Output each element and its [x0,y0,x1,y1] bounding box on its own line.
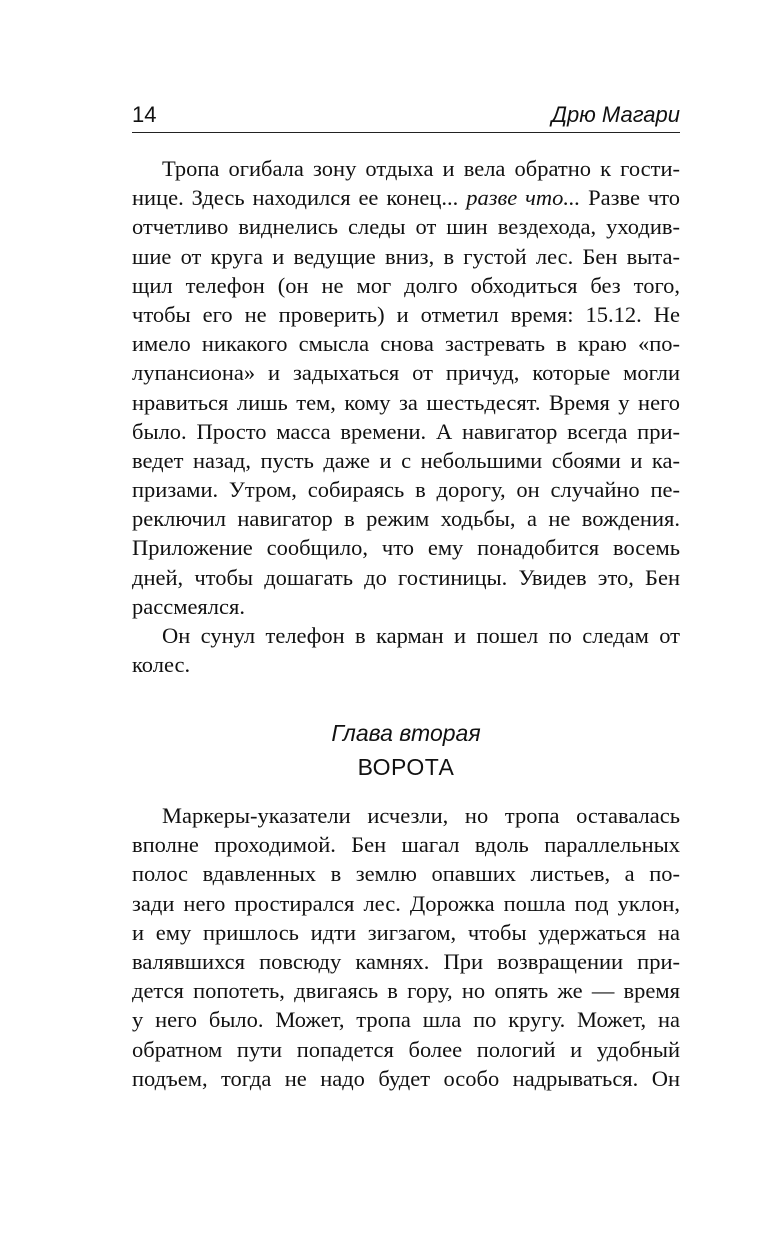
text-line: и ему пришлось идти зигзагом, чтобы удержаться на [132,919,680,945]
text-line: у него было. Может, тропа шла по кругу. Может, на [132,1007,680,1033]
body-text-after-chapter [132,801,680,1093]
page-number: 14 [132,102,157,127]
paragraph [132,154,680,621]
running-header [132,98,680,133]
text-line: подъем, тогда не надо будет особо надрываться. Он [132,1065,680,1091]
running-head-author: Дрю Магари [551,102,680,127]
text-line: нравиться лишь тем, кому за шестьдесят. Время у него [132,389,680,415]
text-line: шие от круга и ведущие вниз, в густой лес. Бен выта- [132,243,680,269]
paragraph [132,621,680,679]
paragraph [132,801,680,1093]
text-line: вполне проходимой. Бен шагал вдоль параллельных [132,832,680,858]
text-line: было. Просто масса времени. А навигатор всегда при- [132,418,680,444]
text-line: Он сунул телефон в карман и пошел по следам от [162,623,680,648]
text-line-content: нице. Здесь находился ее конец... разве что... Разве что [132,185,680,211]
text-line: ведет назад, пусть даже и с небольшими сбоями и ка- [132,447,680,473]
text-line: валявшихся повсюду камнях. При возвращении при- [132,948,680,974]
text-line: зади него простирался лес. Дорожка пошла под уклон, [132,890,680,916]
text-line: отчетливо виднелись следы от шин вездехода, уходив- [132,214,680,240]
text-line: дней, чтобы дошагать до гостиницы. Увидев это, Бен [132,564,680,590]
chapter-label: Глава вторая [331,720,481,746]
body-text-before-chapter [132,154,680,679]
text-line: щил телефон (он не мог долго обходиться без того, [132,272,680,298]
text-line [132,183,680,212]
text-line: Маркеры-указатели исчезли, но тропа оставалась [162,803,680,828]
text-line: полос вдавленных в землю опавших листьев, а по- [132,861,680,887]
text-line: рассмеялся. [132,593,245,619]
text-line: лупансиона» и задыхаться от причуд, которые могли [132,360,680,386]
text-line: призами. Утром, собираясь в дорогу, он случайно пе- [132,477,680,503]
text-line: Тропа огибала зону отдыха и вела обратно к гости- [162,156,680,181]
text-line: чтобы его не проверить) и отметил время: 15.12. Не [132,301,680,327]
text-line: колес. [132,652,191,678]
text-line: реключил навигатор в режим ходьбы, а не вождения. [132,506,680,532]
chapter-title: ВОРОТА [357,754,455,780]
text-line: имело никакого смысла снова застревать в краю «по- [132,331,680,357]
chapter-heading [132,716,680,784]
text-line: дется попотеть, двигаясь в гору, но опять же — время [132,978,680,1004]
text-line: обратном пути попадется более пологий и удобный [132,1036,680,1062]
text-line: Приложение сообщило, что ему понадобится восемь [132,535,680,561]
italic-phrase: разве что... [466,185,581,211]
